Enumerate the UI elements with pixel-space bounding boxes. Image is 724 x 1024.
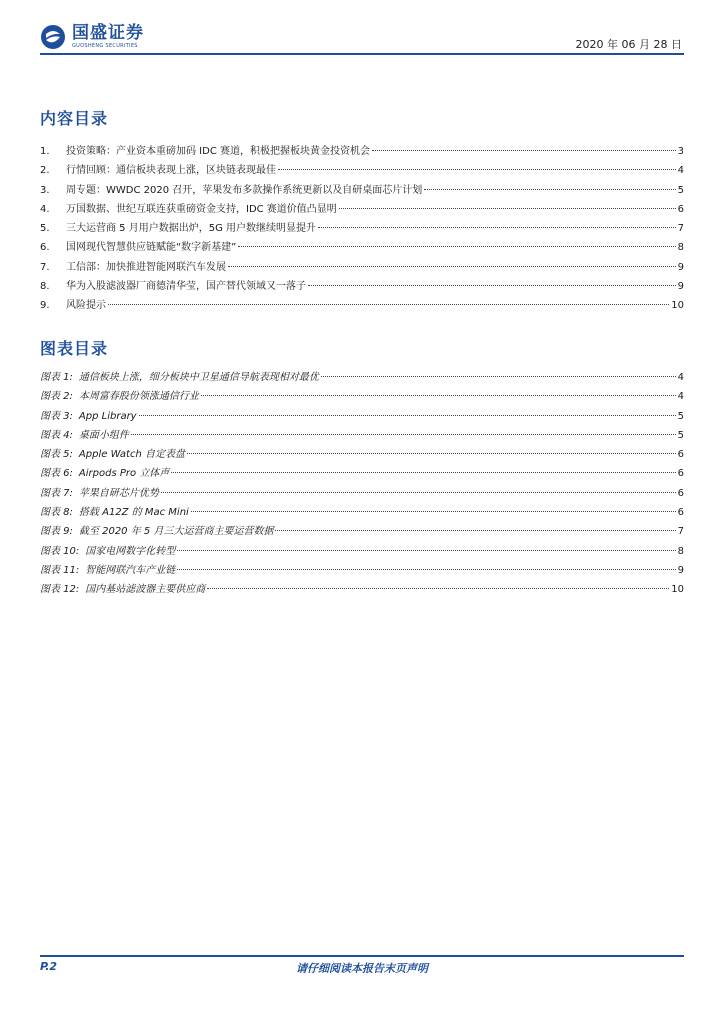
dot-leader: [228, 266, 676, 267]
figure-item-label: 苹果自研芯片优势: [78, 487, 159, 499]
dot-leader: [171, 472, 675, 473]
toc-page-number: 7: [677, 223, 684, 235]
toc-item[interactable]: 9. 风险提示 10: [40, 296, 684, 315]
figure-item-label: 智能网联汽车产业链: [85, 564, 176, 576]
dot-leader: [238, 246, 675, 247]
figure-number: 图表 8:: [40, 507, 73, 519]
figure-page-number: 10: [671, 584, 684, 596]
dot-leader: [424, 189, 675, 190]
dot-leader: [191, 511, 676, 512]
dot-leader: [278, 169, 676, 170]
figure-page-number: 4: [677, 391, 684, 403]
toc-item[interactable]: 4. 万国数据、世纪互联连获重磅资金支持，IDC 赛道价值凸显明 6: [40, 200, 684, 219]
figure-number: 图表 2:: [40, 391, 73, 403]
figure-item[interactable]: [40, 445, 684, 464]
footer-divider: [40, 955, 684, 957]
toc-item[interactable]: 2. 行情回顾：通信板块表现上涨，区块链表现最佳 4: [40, 161, 684, 180]
toc-page-number: 8: [677, 242, 684, 254]
dot-leader: [187, 453, 676, 454]
figure-item-label: 截至 2020 年 5 月三大运营商主要运营数据: [78, 526, 274, 538]
figure-page-number: 5: [677, 429, 684, 441]
toc-item[interactable]: 8. 华为入股滤波器厂商德清华莹，国产替代领域又一落子 9: [40, 277, 684, 296]
contents-list: [40, 142, 684, 316]
figure-page-number: 5: [677, 410, 684, 422]
figure-page-number: 8: [677, 545, 684, 557]
toc-page-number: 4: [677, 165, 684, 177]
figure-page-number: 6: [677, 507, 684, 519]
dot-leader: [318, 227, 676, 228]
figure-item-label: 本周富春股份领涨通信行业: [78, 391, 199, 403]
figure-item-label: 国家电网数字化转型: [85, 545, 176, 557]
figure-item[interactable]: [40, 464, 684, 483]
toc-item[interactable]: 3. 周专题：WWDC 2020 召开，苹果发布多款操作系统更新以及自研桌面芯片计划 5: [40, 181, 684, 200]
figure-item-label: 国内基站滤波器主要供应商: [85, 584, 206, 596]
figure-item-label: Apple Watch 自定表盘: [78, 449, 185, 461]
header-divider: [40, 53, 684, 55]
figure-page-number: 6: [677, 468, 684, 480]
dot-leader: [139, 415, 676, 416]
contents-title: 内容目录: [40, 109, 109, 128]
dot-leader: [275, 530, 675, 531]
report-date: 2020 年 06 月 28 日: [575, 38, 682, 51]
figure-item[interactable]: [40, 542, 684, 561]
figure-number: 图表 5:: [40, 449, 73, 461]
toc-item[interactable]: 5. 三大运营商 5 月用户数据出炉，5G 用户数继续明显提升 7: [40, 219, 684, 238]
figure-item[interactable]: [40, 387, 684, 406]
dot-leader: [201, 395, 676, 396]
figure-number: 图表 10:: [40, 545, 80, 557]
guosheng-logo-icon: [40, 24, 66, 50]
figure-number: 图表 7:: [40, 487, 73, 499]
page-header: [40, 20, 684, 54]
dot-leader: [131, 434, 676, 435]
toc-item-label: 三大运营商 5 月用户数据出炉，5G 用户数继续明显提升: [66, 223, 317, 235]
toc-page-number: 6: [677, 203, 684, 215]
dot-leader: [372, 150, 676, 151]
figures-list: [40, 368, 684, 600]
brand-name-en: GUOSHENG SECURITIES: [72, 43, 138, 49]
toc-item[interactable]: 6. 国网现代智慧供应链赋能“数字新基建” 8: [40, 238, 684, 257]
figure-item[interactable]: [40, 522, 684, 541]
figure-item[interactable]: [40, 484, 684, 503]
figure-item-label: Airpods Pro 立体声: [78, 468, 170, 480]
dot-leader: [321, 376, 676, 377]
toc-item-label: 周专题：WWDC 2020 召开，苹果发布多款操作系统更新以及自研桌面芯片计划: [66, 184, 423, 196]
page-number: P.2: [40, 960, 58, 973]
figure-number: 图表 4:: [40, 429, 73, 441]
figure-item-label: 搭载 A12Z 的 Mac Mini: [78, 507, 189, 519]
toc-item[interactable]: 7. 工信部：加快推进智能网联汽车发展 9: [40, 258, 684, 277]
figure-page-number: 9: [677, 564, 684, 576]
toc-item-label: 风险提示: [66, 300, 106, 312]
figure-item[interactable]: [40, 368, 684, 387]
brand-name-cn: 国盛证券: [72, 23, 144, 43]
figure-page-number: 6: [677, 487, 684, 499]
figure-item[interactable]: [40, 580, 684, 599]
figure-item[interactable]: [40, 561, 684, 580]
toc-page-number: 9: [677, 261, 684, 273]
toc-page-number: 5: [677, 184, 684, 196]
footer-disclaimer: 请仔细阅读本报告末页声明: [296, 962, 428, 975]
figure-number: 图表 3:: [40, 410, 73, 422]
dot-leader: [177, 569, 675, 570]
figure-page-number: 6: [677, 449, 684, 461]
toc-item-label: 投资策略：产业资本重磅加码 IDC 赛道，积极把握板块黄金投资机会: [66, 146, 370, 157]
toc-item-label: 行情回顾：通信板块表现上涨，区块链表现最佳: [66, 165, 276, 177]
toc-page-number: 9: [677, 281, 684, 293]
toc-item-label: 国网现代智慧供应链赋能“数字新基建”: [66, 242, 237, 254]
figure-number: 图表 12:: [40, 584, 80, 596]
figures-title: 图表目录: [40, 339, 109, 358]
figure-item-label: App Library: [78, 410, 137, 422]
figure-number: 图表 6:: [40, 468, 73, 480]
dot-leader: [108, 304, 669, 305]
dot-leader: [207, 588, 669, 589]
figure-item-label: 桌面小组件: [78, 429, 129, 441]
figure-number: 图表 9:: [40, 526, 73, 538]
dot-leader: [339, 208, 676, 209]
toc-item-label: 华为入股滤波器厂商德清华莹，国产替代领域又一落子: [66, 281, 306, 293]
brand-logo: [40, 20, 144, 54]
figure-number: 图表 1:: [40, 372, 73, 383]
dot-leader: [177, 550, 675, 551]
figure-item[interactable]: [40, 503, 684, 522]
toc-item-label: 万国数据、世纪互联连获重磅资金支持，IDC 赛道价值凸显明: [66, 203, 337, 215]
figure-item[interactable]: [40, 407, 684, 426]
toc-item[interactable]: 1. 投资策略：产业资本重磅加码 IDC 赛道，积极把握板块黄金投资机会 3: [40, 142, 684, 161]
dot-leader: [161, 492, 676, 493]
figure-item-label: 通信板块上涨，细分板块中卫星通信导航表现相对最优: [78, 372, 319, 383]
figure-page-number: 4: [677, 372, 684, 383]
toc-page-number: 3: [677, 146, 684, 157]
figure-page-number: 7: [677, 526, 684, 538]
figure-item[interactable]: [40, 426, 684, 445]
toc-item-label: 工信部：加快推进智能网联汽车发展: [66, 261, 226, 273]
toc-page-number: 10: [671, 300, 684, 312]
figure-number: 图表 11:: [40, 564, 80, 576]
dot-leader: [308, 285, 676, 286]
